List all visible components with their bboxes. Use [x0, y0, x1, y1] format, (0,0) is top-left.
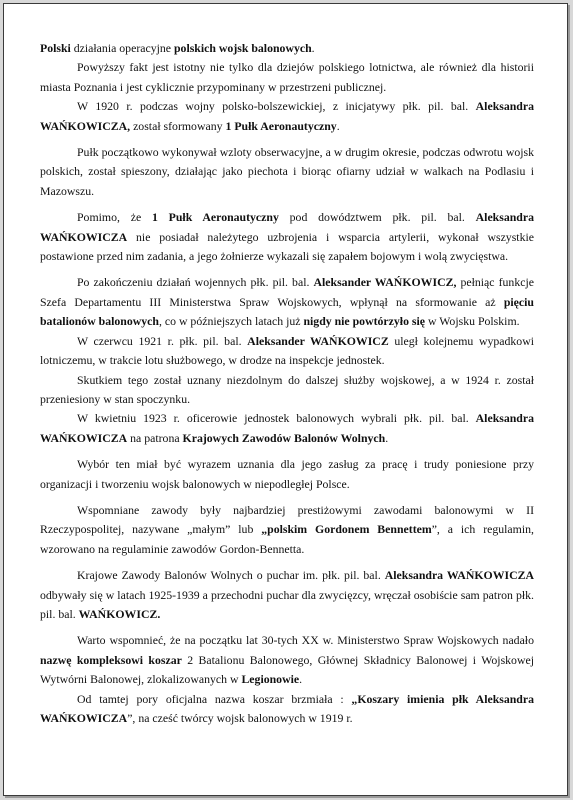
bold-text: „polskim Gordonem Bennettem — [261, 522, 432, 537]
text-run: odbywały się w latach 1925-1939 a przechodni puchar dla zwycięzcy, wręczał osobiście sam patron płk. pil. bal. — [40, 587, 534, 621]
bold-text: Aleksandra WAŃKOWICZA — [384, 568, 534, 583]
text-run: . — [311, 41, 315, 55]
text-run: działania operacyjne — [70, 41, 174, 55]
bold-text: Aleksandra WAŃKOWICZA, — [40, 99, 534, 133]
text-run: pełniąc funkcje Szefa Departamentu III Ministerstwa Spraw Wojskowych, wpłynął na sformowanie aż — [40, 275, 534, 309]
text-run: Pomimo, że — [77, 210, 152, 225]
bold-text: Polski — [40, 41, 71, 55]
bold-text: nigdy nie powtórzyło się — [303, 314, 426, 329]
text-run: uległ kolejnemu wypadkowi lotniczemu, w trakcie lotu służbowego, w drodze na inspekcje jednostek. — [40, 333, 534, 368]
bold-text: Aleksandra WAŃKOWICZA — [40, 411, 534, 445]
text-run: Krajowe Zawody Balonów Wolnych o puchar im. płk. pil. bal. — [77, 568, 385, 583]
paragraph — [40, 332, 534, 371]
paragraph — [40, 455, 534, 494]
text-run: . — [299, 672, 303, 687]
text-run: Po zakończeniu działań wojennych płk. pil. bal. — [77, 275, 314, 290]
bold-text: Legionowie — [241, 672, 300, 687]
document-page — [3, 3, 568, 796]
text-run: w Wojsku Polskim. — [425, 314, 520, 329]
text-run: , co w późniejszych latach już — [158, 314, 304, 329]
paragraph — [40, 273, 534, 331]
text-run: . — [336, 118, 340, 133]
bold-text: polskich wojsk balonowych — [173, 41, 312, 55]
bold-text: Krajowych Zawodów Balonów Wolnych — [182, 430, 386, 445]
paragraph — [40, 566, 534, 624]
text-run: został sformowany — [130, 118, 226, 133]
bold-text: pięciu batalionów balonowych — [40, 294, 534, 329]
text-run: W 1920 r. podczas wojny polsko-bolszewickiej, z inicjatywy płk. pil. bal. — [77, 99, 476, 114]
bold-text: 1 Pułk Aeronautyczny — [225, 118, 337, 133]
text-run: ”, na cześć twórcy wojsk balonowych w 1919 r. — [127, 711, 353, 725]
paragraph — [40, 208, 534, 266]
text-run: W czerwcu 1921 r. płk. pil. bal. — [77, 333, 248, 348]
paragraph — [40, 39, 534, 58]
text-run: na patrona — [127, 430, 183, 445]
paragraph — [40, 501, 534, 559]
paragraph — [40, 409, 534, 448]
text-run: Od tamtej pory oficjalna nazwa koszar brzmiała : — [77, 691, 352, 706]
text-run: Powyższy fakt jest istotny nie tylko dla dziejów polskiego lotnictwa, ale również dla historii miasta Poznania i jest cyklicznie przypominany w przestrzeni publicznej. — [40, 60, 534, 94]
body-text — [40, 39, 534, 728]
text-run: Wspomniane zawody były najbardziej prestiżowymi zawodami balonowymi w II Rzeczypospolitej, nazywane „małym” lub — [40, 502, 534, 537]
bold-text: Aleksander WAŃKOWICZ, — [313, 275, 457, 290]
text-run: Warto wspomnieć, że na początku lat 30-tych XX w. Ministerstwo Spraw Wojskowych nadało — [77, 633, 534, 648]
text-run: Skutkiem tego został uznany niezdolnym do dalszej służby wojskowej, a w 1924 r. został przeniesiony w stan spoczynku. — [40, 372, 534, 406]
text-run: nie posiadał należytego uzbrojenia i wsparcia artylerii, wykonał wszystkie postawione przed nim zadania, a jego żołnierze wykazali się zapałem bojowym i wolą zwycięstwa. — [40, 229, 534, 264]
paragraph — [40, 371, 534, 410]
text-run: Wybór ten miał być wyrazem uznania dla jego zasług za pracę i trudy poniesione przy organizacji i tworzeniu wojsk balonowych w niepodległej Polsce. — [40, 457, 534, 491]
paragraph — [40, 58, 534, 97]
paragraph — [40, 690, 534, 729]
text-run: Pułk początkowo wykonywał wzloty obserwacyjne, a w drugim okresie, podczas odwrotu wojsk polskich, został spieszony, działając jako piechota i biorąc ofiarny udział w walkach na Podlasiu i Mazowszu. — [40, 145, 534, 198]
paragraph — [40, 631, 534, 689]
bold-text: Aleksander WAŃKOWICZ — [247, 333, 389, 348]
text-run: pod dowództwem płk. pil. bal. — [278, 210, 476, 225]
bold-text: nazwę kompleksowi koszar — [40, 652, 182, 667]
text-run: 2 Batalionu Balonowego, Głównej Składnicy Balonowej i Wojskowej Wytwórni Balonowej, zlokalizowanych w — [40, 652, 534, 687]
bold-text: 1 Pułk Aeronautyczny — [151, 210, 279, 225]
text-run: . — [385, 430, 389, 445]
paragraph — [40, 97, 534, 136]
bold-text: „Koszary imienia płk Aleksandra WAŃKOWICZA — [40, 691, 535, 725]
text-run: ”, a ich regulamin, wzorowano na regulaminie zawodów Gordon-Bennetta. — [40, 522, 534, 556]
text-run: W kwietniu 1923 r. oficerowie jednostek balonowych wybrali płk. pil. bal. — [77, 411, 476, 426]
bold-text: WAŃKOWICZ. — [78, 606, 161, 621]
paragraph — [40, 143, 534, 201]
bold-text: Aleksandra WAŃKOWICZA — [40, 210, 534, 244]
